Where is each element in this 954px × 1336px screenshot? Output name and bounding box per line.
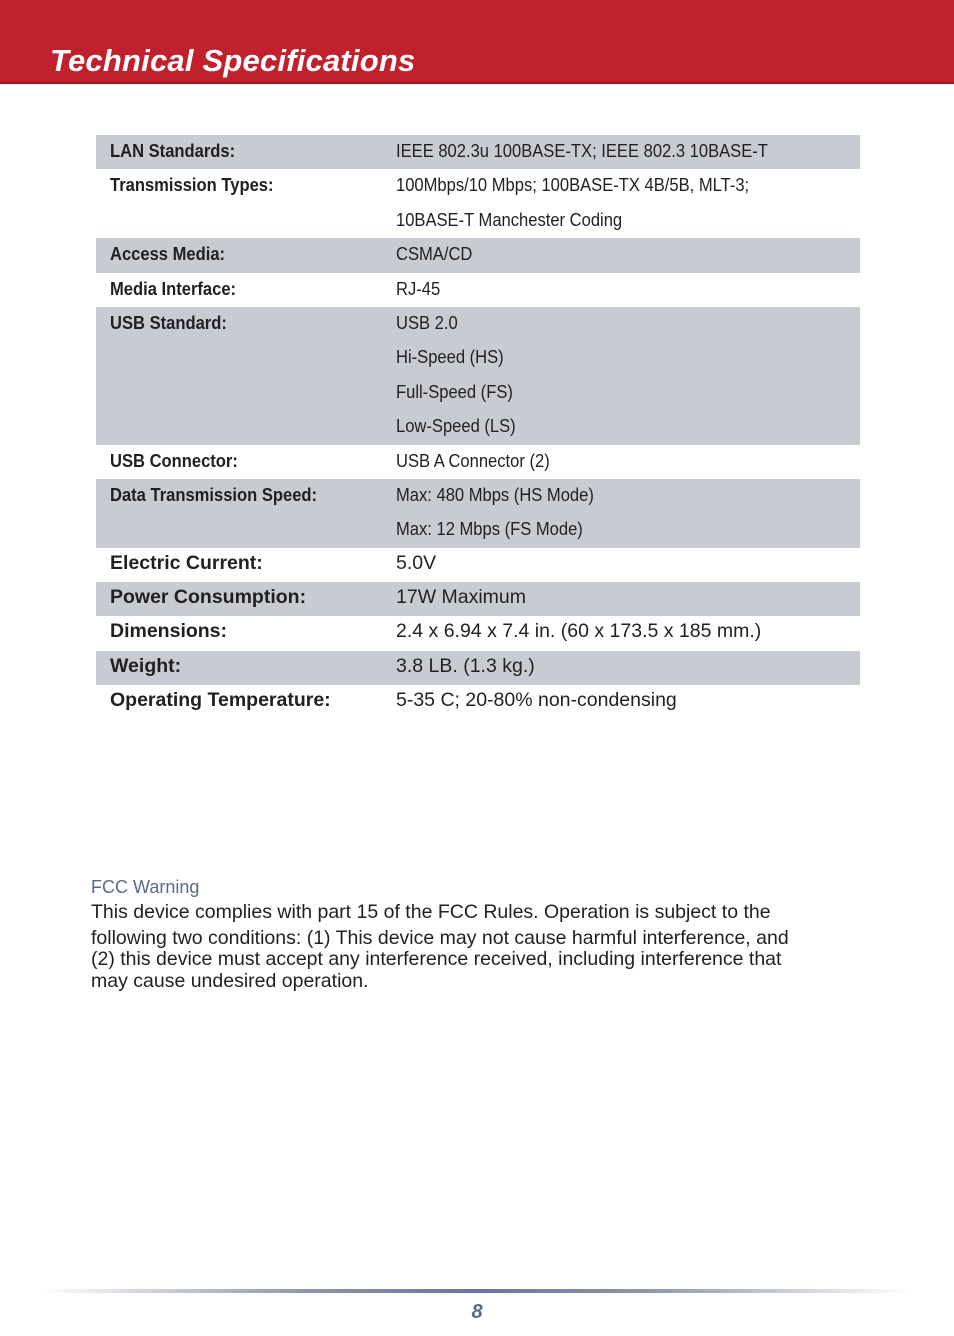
spec-value: 2.4 x 6.94 x 7.4 in. (60 x 173.5 x 185 mm.) (396, 620, 762, 643)
spec-row-data-transmission-speed (96, 479, 860, 548)
spec-row-electric-current (96, 548, 860, 582)
spec-row-usb-connector (96, 445, 860, 479)
spec-row-usb-standard (96, 307, 860, 445)
spec-row-operating-temperature (96, 685, 860, 719)
spec-label: Operating Temperature: (110, 689, 331, 712)
spec-row-access-media (96, 238, 860, 272)
fcc-line: following two conditions: (1) This device may not cause harmful interference, and (91, 926, 789, 949)
spec-value: 5.0V (396, 551, 437, 574)
spec-value: 10BASE-T Manchester Coding (396, 209, 623, 230)
fcc-line: This device complies with part 15 of the FCC Rules. Operation is subject to the (91, 901, 771, 923)
spec-value: IEEE 802.3u 100BASE-TX; IEEE 802.3 10BASE-T (396, 141, 768, 161)
spec-row-transmission-types (96, 169, 860, 238)
spec-value: Max: 12 Mbps (FS Mode) (396, 519, 583, 540)
spec-label: Data Transmission Speed: (110, 484, 318, 505)
spec-value: 5-35 C; 20-80% non-condensing (396, 689, 677, 712)
spec-value: USB A Connector (2) (396, 450, 550, 471)
spec-label: USB Connector: (110, 450, 238, 471)
fcc-warning-title: FCC Warning (91, 877, 200, 897)
page-number: 8 (471, 1301, 483, 1323)
spec-table (96, 135, 860, 720)
header-banner (0, 0, 954, 84)
spec-value: Full-Speed (FS) (396, 381, 513, 402)
spec-value: Max: 480 Mbps (HS Mode) (396, 484, 594, 505)
spec-row-lan-standards (96, 135, 860, 169)
spec-label: Electric Current: (110, 551, 263, 574)
fcc-line: (2) this device must accept any interference received, including interference that (91, 948, 782, 970)
spec-value: RJ-45 (396, 278, 441, 299)
spec-value: Low-Speed (LS) (396, 416, 516, 437)
spec-value: 17W Maximum (396, 586, 527, 609)
spec-label: USB Standard: (110, 312, 227, 333)
fcc-warning-text (91, 902, 861, 992)
spec-row-media-interface (96, 273, 860, 307)
spec-label: Weight: (110, 654, 182, 677)
spec-label: Transmission Types: (110, 175, 274, 196)
spec-value: Hi-Speed (HS) (396, 347, 504, 368)
spec-row-power-consumption (96, 582, 860, 616)
fcc-line: may cause undesired operation. (91, 969, 369, 992)
spec-row-dimensions (96, 616, 860, 650)
spec-label: Power Consumption: (110, 586, 307, 609)
page-title: Technical Specifications (50, 43, 416, 78)
spec-value: 3.8 LB. (1.3 kg.) (396, 654, 535, 677)
spec-label: Media Interface: (110, 278, 237, 299)
spec-label: Dimensions: (110, 620, 228, 643)
footer-divider (40, 1289, 910, 1293)
spec-value: USB 2.0 (396, 312, 458, 333)
spec-value: CSMA/CD (396, 244, 473, 265)
spec-row-weight (96, 651, 860, 685)
spec-label: LAN Standards: (110, 141, 236, 161)
spec-label: Access Media: (110, 244, 226, 265)
spec-value: 100Mbps/10 Mbps; 100BASE-TX 4B/5B, MLT-3; (396, 175, 750, 196)
